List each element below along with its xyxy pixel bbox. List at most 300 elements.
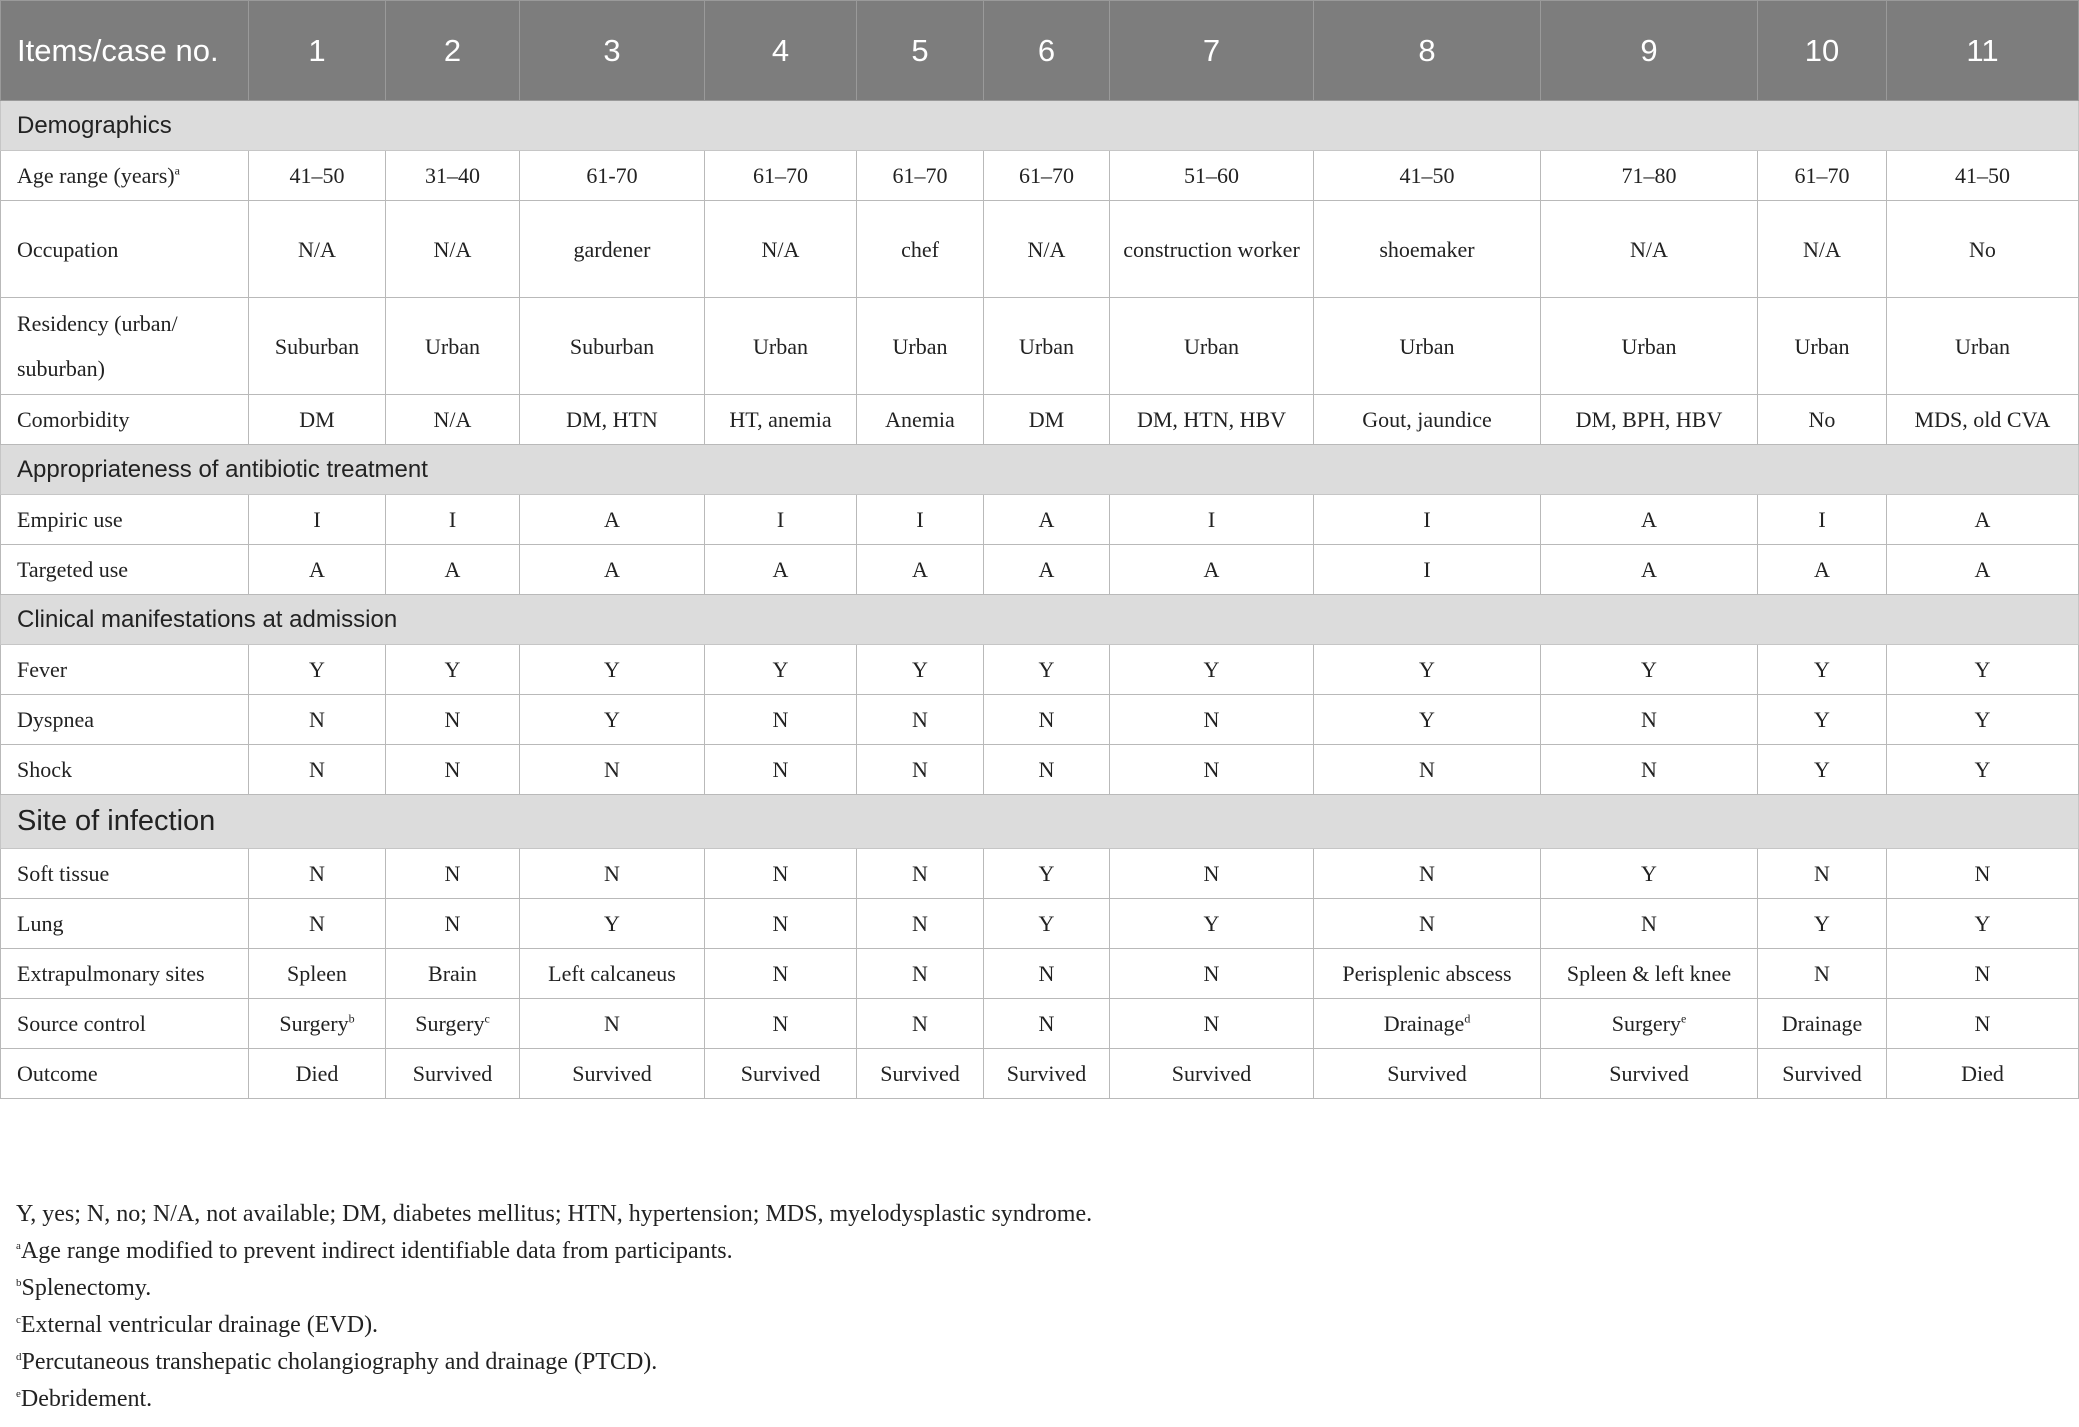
row-label-residency: Residency (urban/ suburban) bbox=[1, 298, 249, 395]
cell-value: Surgery bbox=[415, 1011, 485, 1036]
row-label-lung: Lung bbox=[1, 899, 249, 949]
cell-targeted-case-6 bbox=[984, 545, 1110, 595]
cell-value: N bbox=[1641, 757, 1657, 782]
cell-dyspnea-case-11 bbox=[1887, 695, 2079, 745]
cell-value: Y bbox=[1974, 911, 1991, 936]
cell-value: Gout, jaundice bbox=[1362, 407, 1492, 432]
cell-extra-case-6 bbox=[984, 949, 1110, 999]
cell-dyspnea-case-8 bbox=[1314, 695, 1541, 745]
cell-age-case-5 bbox=[857, 151, 984, 201]
cell-value: N bbox=[1814, 861, 1830, 886]
cell-value: Urban bbox=[425, 333, 480, 359]
cell-extra-case-8 bbox=[1314, 949, 1541, 999]
cell-value: N bbox=[309, 707, 325, 732]
cell-value: Y bbox=[444, 657, 461, 682]
cell-value: N bbox=[1203, 961, 1220, 986]
cell-value: gardener bbox=[573, 236, 651, 262]
cell-value: N bbox=[604, 861, 620, 886]
row-source-control bbox=[1, 999, 2079, 1049]
row-label-source-control: Source control bbox=[1, 999, 249, 1049]
cell-shock-case-11 bbox=[1887, 745, 2079, 795]
cell-dyspnea-case-2 bbox=[386, 695, 520, 745]
cell-value: N/A bbox=[433, 407, 472, 432]
cell-value: Brain bbox=[428, 961, 477, 986]
cell-value: chef bbox=[901, 236, 939, 262]
cell-residency-case-1 bbox=[249, 298, 386, 395]
footnote-b-text: Splenectomy. bbox=[21, 1275, 152, 1301]
cell-value: Urban bbox=[753, 333, 808, 359]
cell-value: MDS, old CVA bbox=[1914, 407, 2051, 432]
cell-value: I bbox=[776, 507, 785, 532]
cell-fever-case-9 bbox=[1541, 645, 1758, 695]
cell-value: 41–50 bbox=[1399, 163, 1455, 188]
cell-outcome-case-5 bbox=[857, 1049, 984, 1099]
row-residency bbox=[1, 298, 2079, 395]
cell-value: Anemia bbox=[885, 407, 955, 432]
cell-value: shoemaker bbox=[1379, 236, 1475, 262]
cell-value: Y bbox=[1974, 657, 1991, 682]
cell-value: 41–50 bbox=[289, 163, 345, 188]
header-case-11: 11 bbox=[1887, 1, 2079, 101]
cell-dyspnea-case-3 bbox=[520, 695, 705, 745]
cell-residency-case-10 bbox=[1758, 298, 1887, 395]
cell-residency-case-2 bbox=[386, 298, 520, 395]
cell-value: A bbox=[1038, 507, 1055, 532]
row-label-targeted-use: Targeted use bbox=[1, 545, 249, 595]
header-case-1: 1 bbox=[249, 1, 386, 101]
footnote-abbreviations: Y, yes; N, no; N/A, not available; DM, diabetes mellitus; HTN, hypertension; MDS, myelodysplastic syndrome. bbox=[16, 1201, 1093, 1227]
cell-soft-case-3 bbox=[520, 849, 705, 899]
cell-value: N bbox=[1974, 961, 1991, 986]
cell-extra-case-4 bbox=[705, 949, 857, 999]
cell-age-case-8 bbox=[1314, 151, 1541, 201]
cell-age-case-2 bbox=[386, 151, 520, 201]
cell-occupation-case-9 bbox=[1541, 201, 1758, 298]
cell-fever-case-7 bbox=[1110, 645, 1314, 695]
footnote-a bbox=[16, 1233, 1092, 1270]
cell-outcome-case-10 bbox=[1758, 1049, 1887, 1099]
cell-age-case-6 bbox=[984, 151, 1110, 201]
cell-source-case-1 bbox=[249, 999, 386, 1049]
cell-age-case-4 bbox=[705, 151, 857, 201]
cell-empiric-case-8 bbox=[1314, 495, 1541, 545]
cell-targeted-case-10 bbox=[1758, 545, 1887, 595]
section-row-clinical bbox=[1, 595, 2079, 645]
cell-value: 41–50 bbox=[1955, 163, 2010, 188]
cell-value: Y bbox=[604, 911, 620, 936]
table-footnotes bbox=[16, 1196, 1092, 1418]
cell-empiric-case-7 bbox=[1110, 495, 1314, 545]
cell-soft-case-10 bbox=[1758, 849, 1887, 899]
cell-source-case-2 bbox=[386, 999, 520, 1049]
cell-fever-case-8 bbox=[1314, 645, 1541, 695]
row-outcome bbox=[1, 1049, 2079, 1099]
cell-value: N bbox=[912, 911, 928, 936]
cell-lung-case-10 bbox=[1758, 899, 1887, 949]
cell-comorbidity-case-8 bbox=[1314, 395, 1541, 445]
cell-value: N bbox=[1641, 707, 1657, 732]
cell-value: N bbox=[772, 1011, 789, 1036]
cell-targeted-case-7 bbox=[1110, 545, 1314, 595]
cell-value: Y bbox=[604, 707, 620, 732]
cell-shock-case-9 bbox=[1541, 745, 1758, 795]
header-case-8: 8 bbox=[1314, 1, 1541, 101]
cell-shock-case-2 bbox=[386, 745, 520, 795]
cell-shock-case-6 bbox=[984, 745, 1110, 795]
cell-value: A bbox=[1814, 557, 1830, 582]
cell-age-case-7 bbox=[1110, 151, 1314, 201]
cell-comorbidity-case-4 bbox=[705, 395, 857, 445]
cell-value: I bbox=[313, 507, 321, 532]
cell-empiric-case-5 bbox=[857, 495, 984, 545]
header-case-6: 6 bbox=[984, 1, 1110, 101]
row-label-extrapulmonary-sites: Extrapulmonary sites bbox=[1, 949, 249, 999]
footnote-c-text: External ventricular drainage (EVD). bbox=[20, 1312, 379, 1338]
cell-footnote-mark: b bbox=[348, 1011, 355, 1026]
cell-extra-case-11 bbox=[1887, 949, 2079, 999]
cell-comorbidity-case-10 bbox=[1758, 395, 1887, 445]
age-label-text: Age range (years) bbox=[17, 163, 175, 188]
cell-lung-case-9 bbox=[1541, 899, 1758, 949]
cell-value: N bbox=[1419, 757, 1435, 782]
cell-outcome-case-4 bbox=[705, 1049, 857, 1099]
cell-lung-case-4 bbox=[705, 899, 857, 949]
cell-value: N bbox=[1038, 757, 1055, 782]
row-age-range bbox=[1, 151, 2079, 201]
header-case-4: 4 bbox=[705, 1, 857, 101]
cell-value: N bbox=[1203, 1011, 1220, 1036]
row-label-outcome: Outcome bbox=[1, 1049, 249, 1099]
cell-value: Y bbox=[772, 657, 789, 682]
cell-source-case-9 bbox=[1541, 999, 1758, 1049]
cell-value: Y bbox=[1814, 657, 1830, 682]
cell-value: Y bbox=[1814, 911, 1830, 936]
cell-value: Urban bbox=[1955, 333, 2010, 359]
cell-shock-case-5 bbox=[857, 745, 984, 795]
cell-value: N bbox=[912, 861, 928, 886]
cell-dyspnea-case-6 bbox=[984, 695, 1110, 745]
cell-source-case-7 bbox=[1110, 999, 1314, 1049]
cell-value: 61–70 bbox=[1019, 163, 1074, 188]
cell-value: N/A bbox=[1027, 236, 1066, 262]
row-occupation bbox=[1, 201, 2079, 298]
cell-value: construction worker bbox=[1123, 236, 1300, 262]
cell-outcome-case-9 bbox=[1541, 1049, 1758, 1099]
cell-targeted-case-11 bbox=[1887, 545, 2079, 595]
cell-occupation-case-4 bbox=[705, 201, 857, 298]
row-dyspnea bbox=[1, 695, 2079, 745]
cell-value: Y bbox=[912, 657, 928, 682]
cell-empiric-case-4 bbox=[705, 495, 857, 545]
cell-value: Urban bbox=[1399, 333, 1455, 359]
row-lung bbox=[1, 899, 2079, 949]
cell-value: N bbox=[1974, 861, 1991, 886]
cell-value: A bbox=[912, 557, 928, 582]
cell-comorbidity-case-11 bbox=[1887, 395, 2079, 445]
cell-extra-case-3 bbox=[520, 949, 705, 999]
cell-extra-case-2 bbox=[386, 949, 520, 999]
cell-empiric-case-2 bbox=[386, 495, 520, 545]
cell-value: N/A bbox=[761, 236, 800, 262]
cell-value: N bbox=[1974, 1011, 1991, 1036]
cell-residency-case-5 bbox=[857, 298, 984, 395]
row-label-soft-tissue: Soft tissue bbox=[1, 849, 249, 899]
cell-value: Urban bbox=[1019, 333, 1074, 359]
cell-value: Y bbox=[1641, 861, 1657, 886]
cell-lung-case-8 bbox=[1314, 899, 1541, 949]
cell-dyspnea-case-10 bbox=[1758, 695, 1887, 745]
cell-value: N/A bbox=[298, 236, 336, 262]
cell-soft-case-6 bbox=[984, 849, 1110, 899]
cell-targeted-case-4 bbox=[705, 545, 857, 595]
header-case-9: 9 bbox=[1541, 1, 1758, 101]
cell-targeted-case-3 bbox=[520, 545, 705, 595]
section-title-antibiotic: Appropriateness of antibiotic treatment bbox=[1, 445, 2079, 495]
cell-comorbidity-case-1 bbox=[249, 395, 386, 445]
cell-value: A bbox=[1038, 557, 1055, 582]
cell-lung-case-3 bbox=[520, 899, 705, 949]
cell-age-case-9 bbox=[1541, 151, 1758, 201]
cell-outcome-case-6 bbox=[984, 1049, 1110, 1099]
cell-value: Survived bbox=[1387, 1061, 1467, 1086]
cell-occupation-case-10 bbox=[1758, 201, 1887, 298]
cell-value: Y bbox=[604, 657, 620, 682]
cell-lung-case-2 bbox=[386, 899, 520, 949]
cell-lung-case-5 bbox=[857, 899, 984, 949]
cell-shock-case-10 bbox=[1758, 745, 1887, 795]
cell-value: N bbox=[912, 757, 928, 782]
row-empiric-use bbox=[1, 495, 2079, 545]
cell-outcome-case-7 bbox=[1110, 1049, 1314, 1099]
cell-comorbidity-case-6 bbox=[984, 395, 1110, 445]
cell-value: Suburban bbox=[569, 333, 655, 359]
cell-shock-case-7 bbox=[1110, 745, 1314, 795]
cell-value: Left calcaneus bbox=[548, 961, 676, 986]
cell-value: N bbox=[1203, 757, 1220, 782]
section-title-site: Site of infection bbox=[1, 795, 2079, 849]
cell-fever-case-1 bbox=[249, 645, 386, 695]
cell-value: Survived bbox=[740, 1061, 821, 1086]
cell-value: N/A bbox=[1803, 236, 1841, 262]
cell-extra-case-7 bbox=[1110, 949, 1314, 999]
cell-value: DM bbox=[299, 407, 335, 432]
cell-value: 51–60 bbox=[1184, 163, 1239, 188]
cell-empiric-case-3 bbox=[520, 495, 705, 545]
cell-value: N bbox=[1203, 861, 1220, 886]
footnote-a-mark: a bbox=[16, 1240, 21, 1252]
cell-value: Surgery bbox=[1611, 1011, 1681, 1036]
cell-comorbidity-case-2 bbox=[386, 395, 520, 445]
cell-fever-case-5 bbox=[857, 645, 984, 695]
cell-value: N bbox=[604, 1011, 620, 1036]
cell-value: Y bbox=[1419, 657, 1435, 682]
cell-outcome-case-1 bbox=[249, 1049, 386, 1099]
cell-value: A bbox=[1641, 507, 1657, 532]
cell-value: A bbox=[309, 557, 325, 582]
cell-value: N bbox=[1038, 707, 1055, 732]
footnote-d bbox=[16, 1344, 1092, 1381]
cell-value: 61–70 bbox=[753, 163, 808, 188]
cell-value: Survived bbox=[1782, 1061, 1862, 1086]
cell-residency-case-6 bbox=[984, 298, 1110, 395]
cell-value: Spleen bbox=[287, 961, 347, 986]
cell-targeted-case-2 bbox=[386, 545, 520, 595]
cell-value: DM, HTN, HBV bbox=[1136, 407, 1287, 432]
row-extrapulmonary-sites bbox=[1, 949, 2079, 999]
cell-shock-case-3 bbox=[520, 745, 705, 795]
cell-value: Survived bbox=[1171, 1061, 1252, 1086]
cell-value: Y bbox=[1974, 757, 1991, 782]
cell-soft-case-9 bbox=[1541, 849, 1758, 899]
cell-dyspnea-case-5 bbox=[857, 695, 984, 745]
cell-outcome-case-3 bbox=[520, 1049, 705, 1099]
cell-value: Urban bbox=[892, 333, 948, 359]
cell-value: N bbox=[1038, 1011, 1055, 1036]
row-shock bbox=[1, 745, 2079, 795]
cell-age-case-10 bbox=[1758, 151, 1887, 201]
cell-footnote-mark: c bbox=[484, 1011, 490, 1026]
cell-comorbidity-case-7 bbox=[1110, 395, 1314, 445]
cell-value: N bbox=[444, 911, 461, 936]
cell-value: Survived bbox=[572, 1061, 652, 1086]
cell-value: 71–80 bbox=[1621, 163, 1677, 188]
cell-residency-case-3 bbox=[520, 298, 705, 395]
cell-value: N/A bbox=[433, 236, 472, 262]
cell-empiric-case-11 bbox=[1887, 495, 2079, 545]
cell-value: N bbox=[772, 961, 789, 986]
cell-value: N bbox=[772, 757, 789, 782]
row-label-age-range bbox=[1, 151, 249, 201]
section-title-clinical: Clinical manifestations at admission bbox=[1, 595, 2079, 645]
cell-occupation-case-1 bbox=[249, 201, 386, 298]
cell-value: N bbox=[1419, 861, 1435, 886]
age-label-sup: a bbox=[174, 163, 180, 178]
cell-value: Y bbox=[309, 657, 325, 682]
cell-extra-case-10 bbox=[1758, 949, 1887, 999]
cell-value: Y bbox=[1203, 657, 1220, 682]
footnote-e-mark: e bbox=[16, 1388, 21, 1400]
cell-value: N bbox=[1641, 911, 1657, 936]
header-row bbox=[1, 1, 2079, 101]
row-label-empiric-use: Empiric use bbox=[1, 495, 249, 545]
row-label-occupation: Occupation bbox=[1, 201, 249, 298]
cell-soft-case-2 bbox=[386, 849, 520, 899]
cell-value: N bbox=[444, 707, 461, 732]
row-fever bbox=[1, 645, 2079, 695]
cell-footnote-mark: e bbox=[1680, 1011, 1687, 1026]
row-label-fever: Fever bbox=[1, 645, 249, 695]
cell-dyspnea-case-1 bbox=[249, 695, 386, 745]
cell-dyspnea-case-9 bbox=[1541, 695, 1758, 745]
cell-value: A bbox=[604, 507, 620, 532]
cell-targeted-case-9 bbox=[1541, 545, 1758, 595]
header-case-3: 3 bbox=[520, 1, 705, 101]
cell-comorbidity-case-9 bbox=[1541, 395, 1758, 445]
cell-value: N bbox=[1038, 961, 1055, 986]
cell-value: N bbox=[604, 757, 620, 782]
cell-value: Urban bbox=[1184, 333, 1239, 359]
cell-outcome-case-11 bbox=[1887, 1049, 2079, 1099]
cell-value: Died bbox=[295, 1061, 339, 1086]
cell-value: A bbox=[604, 557, 620, 582]
cell-targeted-case-8 bbox=[1314, 545, 1541, 595]
cell-source-case-10 bbox=[1758, 999, 1887, 1049]
cell-soft-case-8 bbox=[1314, 849, 1541, 899]
footnote-b-mark: b bbox=[16, 1277, 22, 1289]
cell-value: I bbox=[1423, 557, 1431, 582]
header-case-5: 5 bbox=[857, 1, 984, 101]
cell-value: N bbox=[309, 861, 325, 886]
footnote-d-text: Percutaneous transhepatic cholangiography and drainage (PTCD). bbox=[21, 1349, 658, 1375]
cell-residency-case-8 bbox=[1314, 298, 1541, 395]
cell-value: N bbox=[772, 911, 789, 936]
cell-value: A bbox=[444, 557, 461, 582]
cell-value: Perisplenic abscess bbox=[1342, 961, 1512, 986]
cell-value: Y bbox=[1038, 911, 1055, 936]
cell-value: DM, BPH, HBV bbox=[1575, 407, 1723, 432]
cell-value: Urban bbox=[1794, 333, 1850, 359]
cell-value: I bbox=[1423, 507, 1431, 532]
cell-value: No bbox=[1808, 407, 1836, 432]
cell-value: N bbox=[1814, 961, 1830, 986]
cell-age-case-1 bbox=[249, 151, 386, 201]
cell-age-case-11 bbox=[1887, 151, 2079, 201]
cell-shock-case-8 bbox=[1314, 745, 1541, 795]
cell-fever-case-3 bbox=[520, 645, 705, 695]
cell-shock-case-4 bbox=[705, 745, 857, 795]
cell-value: N bbox=[309, 911, 325, 936]
row-label-dyspnea: Dyspnea bbox=[1, 695, 249, 745]
header-items-case-no: Items/case no. bbox=[1, 1, 249, 101]
cell-occupation-case-5 bbox=[857, 201, 984, 298]
cell-fever-case-6 bbox=[984, 645, 1110, 695]
cell-value: Spleen & left knee bbox=[1566, 961, 1732, 986]
cell-value: DM, HTN bbox=[566, 407, 658, 432]
cell-value: No bbox=[1969, 236, 1996, 262]
section-row-site bbox=[1, 795, 2079, 849]
cell-value: Y bbox=[1038, 861, 1055, 886]
cell-fever-case-10 bbox=[1758, 645, 1887, 695]
cell-targeted-case-5 bbox=[857, 545, 984, 595]
cell-value: N bbox=[444, 861, 461, 886]
cell-value: Y bbox=[1203, 911, 1220, 936]
footnote-c-mark: c bbox=[16, 1314, 21, 1326]
cell-value: Y bbox=[1814, 757, 1830, 782]
cell-value: N/A bbox=[1630, 236, 1668, 262]
cell-value: I bbox=[1818, 507, 1826, 532]
cell-value: Y bbox=[1974, 707, 1991, 732]
cell-shock-case-1 bbox=[249, 745, 386, 795]
section-row-demographics bbox=[1, 101, 2079, 151]
cell-source-case-3 bbox=[520, 999, 705, 1049]
cell-source-case-6 bbox=[984, 999, 1110, 1049]
cell-empiric-case-1 bbox=[249, 495, 386, 545]
header-case-2: 2 bbox=[386, 1, 520, 101]
cell-outcome-case-2 bbox=[386, 1049, 520, 1099]
cell-dyspnea-case-7 bbox=[1110, 695, 1314, 745]
section-title-demographics: Demographics bbox=[1, 101, 2079, 151]
cell-value: HT, anemia bbox=[729, 407, 832, 432]
cell-footnote-mark: d bbox=[1464, 1011, 1471, 1026]
cell-value: Drainage bbox=[1383, 1011, 1465, 1036]
cell-residency-case-7 bbox=[1110, 298, 1314, 395]
cell-value: Survived bbox=[1006, 1061, 1087, 1086]
cell-occupation-case-3 bbox=[520, 201, 705, 298]
cell-soft-case-7 bbox=[1110, 849, 1314, 899]
cell-value: N bbox=[912, 707, 928, 732]
cell-value: 61–70 bbox=[1794, 163, 1850, 188]
cell-value: Y bbox=[1419, 707, 1435, 732]
